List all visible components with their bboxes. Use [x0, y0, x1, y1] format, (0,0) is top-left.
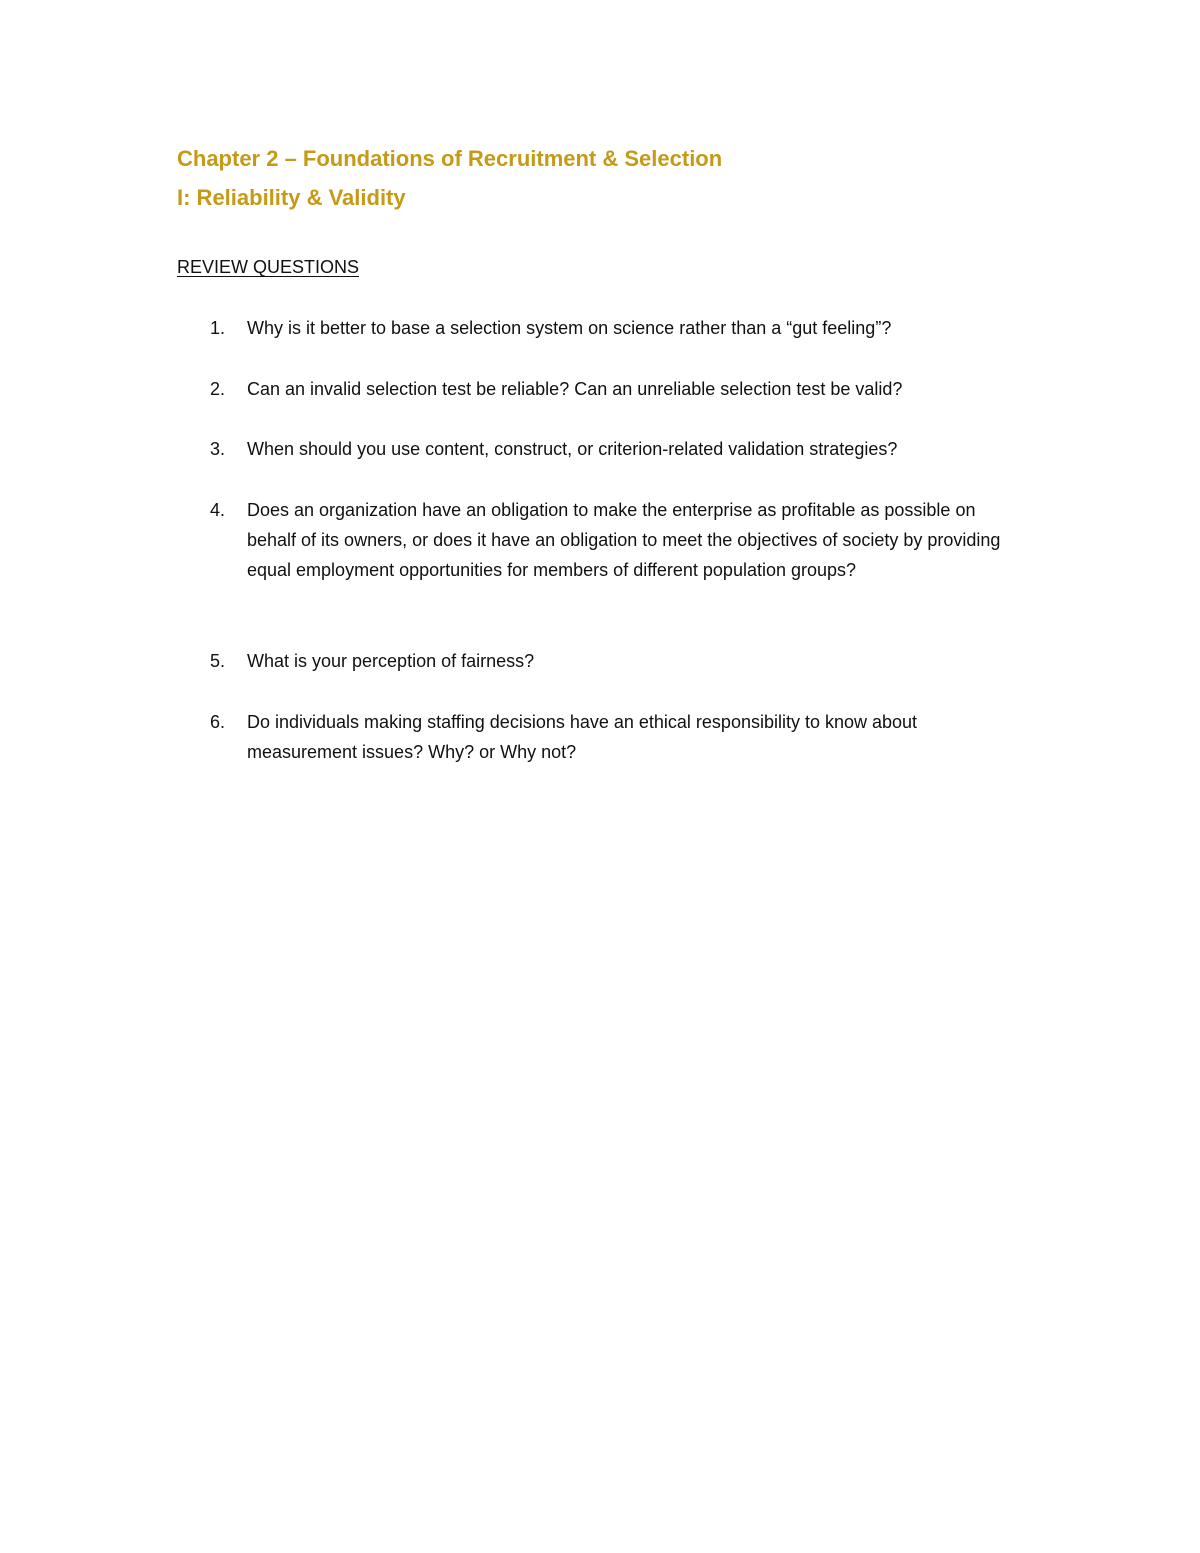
question-number: 3.: [210, 439, 226, 459]
question-item: [210, 707, 1010, 767]
question-text: Can an invalid selection test be reliable? Can an unreliable selection test be valid?: [247, 379, 903, 399]
question-text: Do individuals making staffing decisions have an ethical responsibility to know about measurement issues? Why? or Why not?: [247, 712, 918, 762]
question-number: 2.: [210, 379, 226, 399]
question-number: 1.: [210, 318, 226, 338]
question-item: [210, 313, 1010, 343]
question-item: [210, 374, 1010, 404]
question-number: 6.: [210, 712, 226, 732]
chapter-title: Chapter 2 – Foundations of Recruitment & Selection: [177, 146, 723, 171]
question-item: [210, 495, 1010, 585]
question-text: What is your perception of fairness?: [247, 651, 535, 671]
question-text: Does an organization have an obligation to make the enterprise as profitable as possible on behalf of its owners, or does it have an obligation to meet the objectives of society by providing equal employment opportunities for members of different population groups?: [247, 500, 1001, 580]
question-text: When should you use content, construct, or criterion-related validation strategies?: [247, 439, 898, 459]
review-questions-title: REVIEW QUESTIONS: [177, 257, 360, 277]
question-item: [210, 646, 1010, 676]
question-number: 5.: [210, 651, 226, 671]
question-item: [210, 434, 1010, 464]
question-text: Why is it better to base a selection system on science rather than a “gut feeling”?: [247, 318, 892, 338]
question-number: 4.: [210, 500, 226, 520]
section-heading: I: Reliability & Validity: [177, 185, 406, 210]
